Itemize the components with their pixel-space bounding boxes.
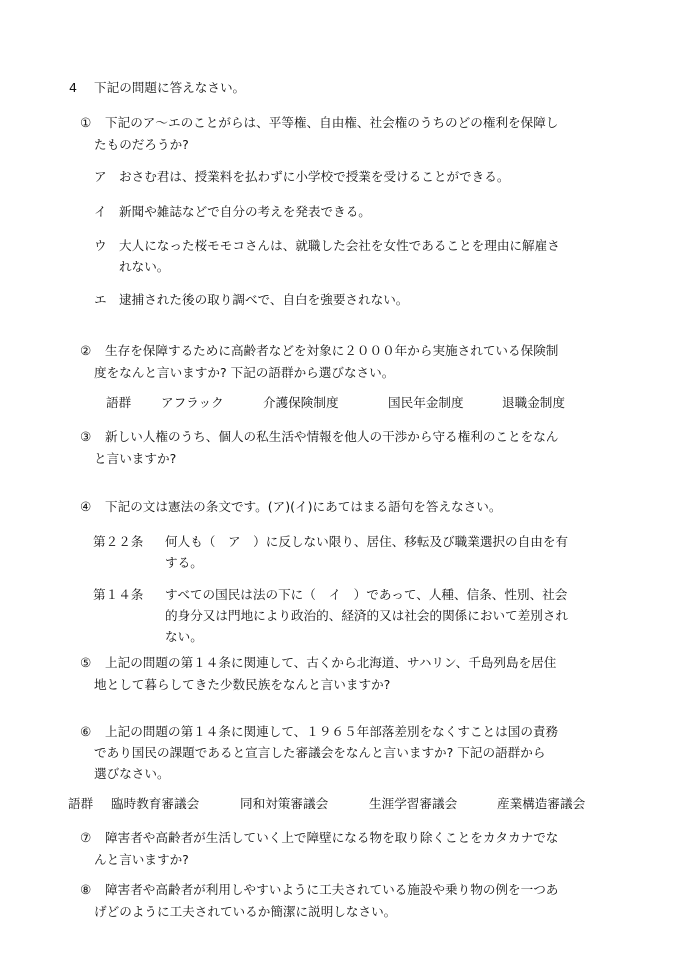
question-5-number: ⑤ [80, 655, 92, 670]
question-2-word-bank-item: 介護保険制度 [263, 395, 339, 410]
question-1-item-c-text-line-2: れない。 [119, 259, 170, 274]
article-14-text-line-3: ない。 [165, 629, 203, 644]
article-22-text-line-1: 何人も（ ア ）に反しない限り、居住、移転及び職業選択の自由を有 [165, 534, 568, 549]
question-1-item-c-label: ウ [94, 238, 107, 253]
question-1-item-a-label: ア [94, 169, 107, 184]
question-2-word-bank-item: 退職金制度 [502, 395, 565, 410]
question-4-number: ④ [80, 499, 92, 514]
question-1-item-d-label: エ [94, 292, 107, 307]
article-14-label: 第１４条 [93, 587, 144, 602]
question-5-text-line-2: 地として暮らしてきた少数民族をなんと言いますか? [94, 677, 391, 692]
question-1-item-b-text: 新聞や雑誌などで自分の考えを発表できる。 [119, 204, 371, 219]
question-6-text-line-1: 上記の問題の第１４条に関連して、１９６５年部落差別をなくすことは国の責務 [105, 724, 559, 739]
question-6-text-line-3: 選びなさい。 [94, 766, 170, 781]
question-5-text-line-1: 上記の問題の第１４条に関連して、古くから北海道、サハリン、千島列島を居住 [105, 655, 557, 670]
question-1-item-b-label: イ [94, 204, 107, 219]
article-22-label: 第２２条 [93, 534, 144, 549]
question-6-word-bank-item: 同和対策審議会 [240, 796, 329, 811]
question-8-text-line-1: 障害者や高齢者が利用しやすいように工夫されている施設や乗り物の例を一つあ [105, 882, 559, 897]
question-6-text-line-2: であり国民の課題であると宣言した審議会をなんと言いますか? 下記の語群から [94, 745, 546, 760]
question-1-text-line-1: 下記のア～エのことがらは、平等権、自由権、社会権のうちのどの権利を保障し [105, 115, 559, 130]
question-3-text-line-1: 新しい人権のうち、個人の私生活や情報を他人の干渉から守る権利のことをなん [105, 429, 559, 444]
question-2-word-bank-item: アフラック [161, 395, 224, 410]
article-14-text-line-1: すべての国民は法の下に（ イ ）であって、人種、信条、性別、社会 [165, 587, 568, 602]
article-22-text-line-2: する。 [165, 555, 203, 570]
question-7-text-line-2: んと言いますか? [94, 852, 189, 867]
question-2-word-bank-label: 語群 [106, 395, 132, 410]
question-2-text-line-1: 生存を保障するために高齢者などを対象に２０００年から実施されている保険制 [105, 343, 559, 358]
question-1-item-a-text: おさむ君は、授業料を払わずに小学校で授業を受けることができる。 [119, 169, 510, 184]
question-2-number: ② [80, 343, 92, 358]
question-3-number: ③ [80, 429, 92, 444]
article-14-text-line-2: 的身分又は門地により政治的、経済的又は社会的関係において差別され [165, 608, 568, 623]
question-6-word-bank-item: 生涯学習審議会 [369, 796, 458, 811]
section-number: 4 [69, 80, 78, 95]
question-2-word-bank-item: 国民年金制度 [388, 395, 464, 410]
question-1-item-d-text: 逮捕された後の取り調べで、自白を強要されない。 [119, 292, 409, 307]
question-6-word-bank-label: 語群 [68, 796, 94, 811]
question-6-word-bank-item: 産業構造審議会 [497, 796, 586, 811]
question-1-text-line-2: たものだろうか? [94, 137, 189, 152]
question-6-number: ⑥ [80, 724, 92, 739]
question-2-text-line-2: 度をなんと言いますか? 下記の語群から選びなさい。 [94, 365, 395, 380]
question-3-text-line-2: と言いますか? [94, 451, 177, 466]
question-1-item-c-text-line-1: 大人になった桜モモコさんは、就職した会社を女性であることを理由に解雇さ [119, 238, 560, 253]
question-8-number: ⑧ [80, 882, 92, 897]
section-title: 下記の問題に答えなさい。 [94, 80, 246, 95]
question-4-text: 下記の文は憲法の条文です。(ア)(イ)にあてはまる語句を答えなさい。 [105, 499, 502, 514]
question-8-text-line-2: げどのように工夫されているか簡潔に説明しなさい。 [94, 904, 397, 919]
question-6-word-bank-item: 臨時教育審議会 [111, 796, 200, 811]
question-7-number: ⑦ [80, 830, 92, 845]
question-1-number: ① [80, 115, 92, 130]
question-7-text-line-1: 障害者や高齢者が生活していく上で障壁になる物を取り除くことをカタカナでな [105, 830, 559, 845]
